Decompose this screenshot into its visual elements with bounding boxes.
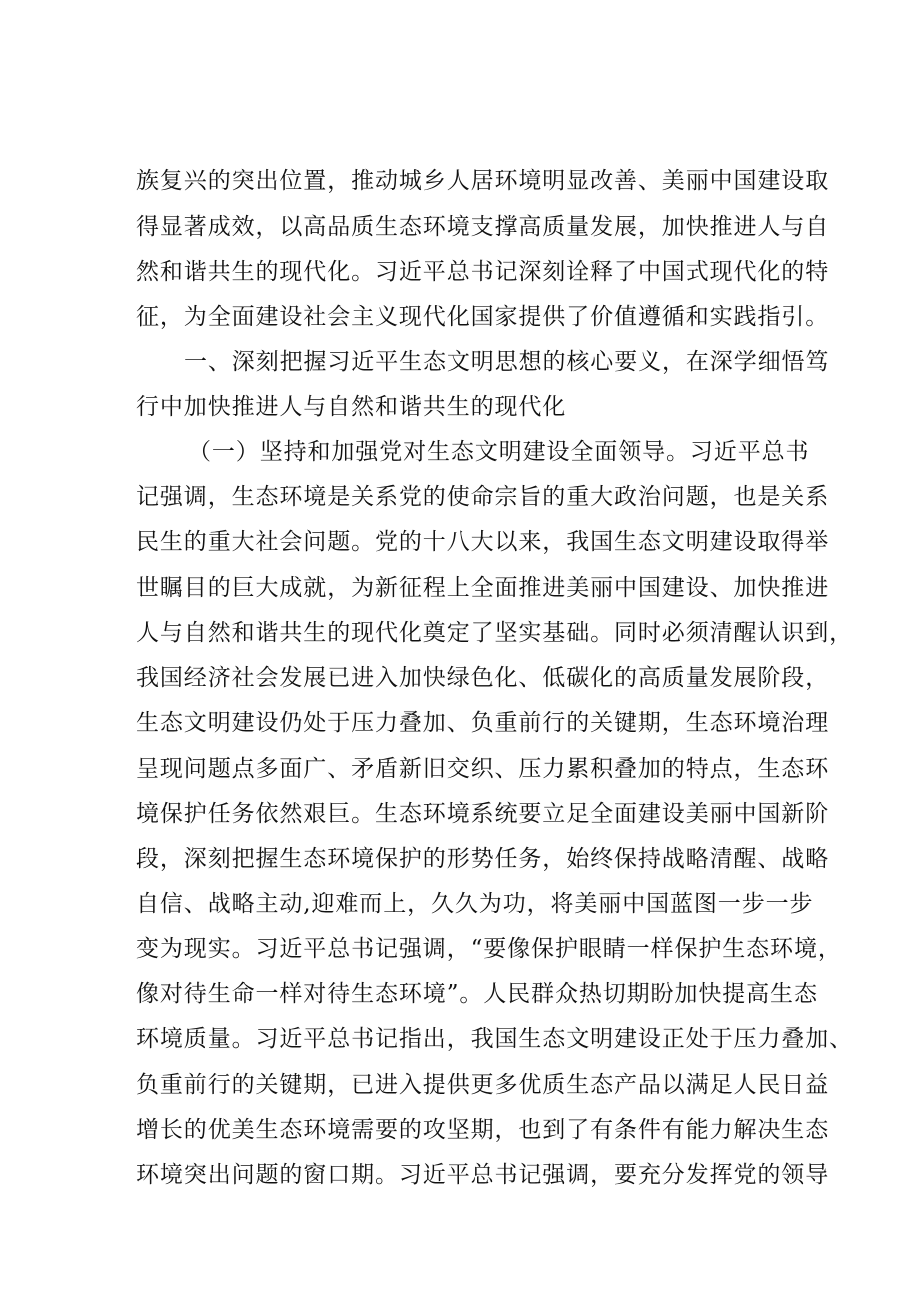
- para-1-line-3: 民生的重大社会问题。党的十八大以来，我国生态文明建设取得举: [136, 529, 830, 555]
- intro-line-2: 得显著成效，以高品质生态环境支撑高质量发展，加快推进人与自: [136, 214, 830, 240]
- para-1-line-2: 记强调，生态环境是关系党的使命宗旨的重大政治问题，也是关系: [136, 484, 830, 510]
- intro-line-3: 然和谐共生的现代化。习近平总书记深刻诠释了中国式现代化的特: [136, 259, 830, 285]
- heading-1-line-2: 行中加快推进人与自然和谐共生的现代化: [136, 394, 567, 420]
- para-1-line-9: 境保护任务依然艰巨。生态环境系统要立足全面建设美丽中国新阶: [136, 801, 830, 827]
- para-1-line-1: （一）坚持和加强党对生态文明建设全面领导。习近平总书: [188, 439, 810, 465]
- heading-1-line-1: 一、深刻把握习近平生态文明思想的核心要义，在深学细悟笃: [184, 349, 830, 375]
- para-1-line-6: 我国经济社会发展已进入加快绿色化、低碳化的高质量发展阶段，: [136, 665, 830, 691]
- para-1-line-14: 环境质量。习近平总书记指出，我国生态文明建设正处于压力叠加、: [136, 1026, 853, 1052]
- intro-line-4: 征，为全面建设社会主义现代化国家提供了价值遵循和实践指引。: [136, 304, 830, 330]
- para-1-line-11: 自信、战略主动,迎难而上，久久为功，将美丽中国蓝图一步一步: [136, 891, 814, 917]
- para-1-line-16: 增长的优美生态环境需要的攻坚期，也到了有条件有能力解决生态: [136, 1117, 830, 1143]
- para-1-line-5: 人与自然和谐共生的现代化奠定了坚实基础。同时必须清醒认识到，: [136, 620, 853, 646]
- para-1-line-4: 世瞩目的巨大成就，为新征程上全面推进美丽中国建设、加快推进: [136, 575, 830, 601]
- para-1-line-10: 段，深刻把握生态环境保护的形势任务，始终保持战略清醒、战略: [136, 846, 830, 872]
- para-1-line-13: 像对待生命一样对待生态环境”。人民群众热切期盼加快提高生态: [136, 981, 818, 1007]
- para-1-line-15: 负重前行的关键期，已进入提供更多优质生态产品以满足人民日益: [136, 1072, 830, 1098]
- para-1-line-8: 呈现问题点多面广、矛盾新旧交织、压力累积叠加的特点，生态环: [136, 756, 830, 782]
- intro-line-1: 族复兴的突出位置，推动城乡人居环境明显改善、美丽中国建设取: [136, 168, 830, 194]
- para-1-line-7: 生态文明建设仍处于压力叠加、负重前行的关键期，生态环境治理: [136, 710, 830, 736]
- para-1-line-17: 环境突出问题的窗口期。习近平总书记强调，要充分发挥党的领导: [136, 1162, 830, 1188]
- para-1-line-12: 变为现实。习近平总书记强调，“要像保护眼睛一样保护生态环境，: [136, 936, 842, 962]
